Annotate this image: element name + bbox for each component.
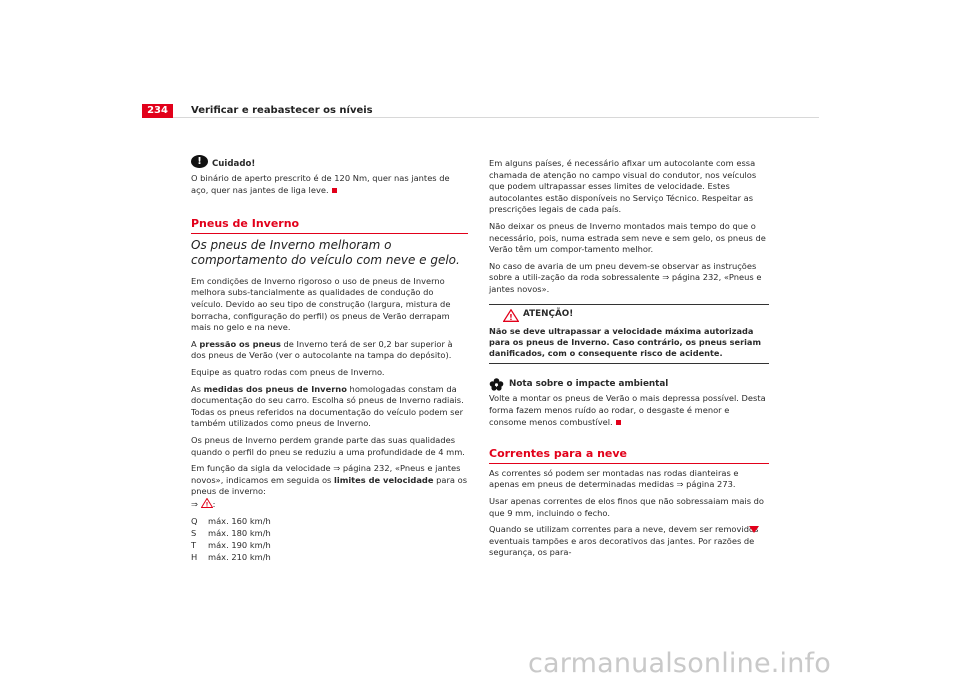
svg-text:!: !: [205, 501, 208, 508]
list-item: H máx. 210 km/h: [191, 552, 271, 563]
paragraph: No caso de avaria de um pneu devem-se observar as instruções sobre a utili-zação da roda sobressalente ⇒ página 232, «Pneus e jantes novos».: [489, 260, 762, 294]
paragraph: Quando se utilizam correntes para a neve, devem ser removidos eventuais tampões e aros decorativos das jantes. Por razões de segurança, os para-: [489, 524, 759, 558]
section-title-winter-tyres: Pneus de Inverno: [191, 218, 468, 234]
right-column: [489, 158, 769, 564]
paragraph: As medidas dos pneus de Inverno homologadas constam da documentação do seu carro. Escolha só pneus de Inverno radiais. Todas os pneus referidos na documentação do veículo podem ser também utilizados como pneus de Inverno.: [191, 383, 464, 429]
end-of-section-icon: [332, 188, 337, 193]
flower-icon: [489, 378, 504, 391]
section-subtitle: Os pneus de Inverno melhoram o comportamento do veículo com neve e gelo.: [191, 237, 460, 267]
paragraph: Em condições de Inverno rigoroso o uso de pneus de Inverno melhora subs-tancialmente as qualidades de condução do veículo. Devido ao seu tipo de construção (largura, mistura de borracha, configuração do perfil) os pneus de Verão derrapam mais no gelo e na neve.: [191, 275, 451, 333]
end-of-section-icon: [616, 420, 621, 425]
section-title-snow-chains: Correntes para a neve: [489, 448, 769, 464]
list-item: T máx. 190 km/h: [191, 540, 271, 551]
warning-box: [489, 304, 769, 365]
caution-icon: !: [191, 155, 208, 168]
running-head: Verificar e reabastecer os níveis: [191, 105, 373, 116]
warning-heading: [503, 309, 769, 322]
caution-heading: [191, 155, 468, 171]
caution-title: Cuidado!: [212, 158, 256, 169]
list-item: S máx. 180 km/h: [191, 528, 271, 539]
caution-text: O binário de aperto prescrito é de 120 Nm, quer nas jantes de aço, quer nas jantes de liga leve.: [191, 173, 450, 195]
environment-heading: [489, 378, 769, 391]
paragraph: Em função da sigla da velocidade ⇒ página 232, «Pneus e jantes novos», indicamos em seguida os limites de velocidade para os pneus de inverno: ⇒ ! :: [191, 463, 468, 509]
watermark: carmanualsonline.info: [528, 648, 831, 678]
paragraph: A pressão os pneus de Inverno terá de ser 0,2 bar superior à dos pneus de Verão (ver o autocolante na tampa do depósito).: [191, 338, 453, 361]
paragraph: Equipe as quatro rodas com pneus de Inverno.: [191, 366, 385, 377]
page-number: 234: [142, 104, 173, 118]
warning-triangle-icon: [201, 498, 213, 508]
paragraph: As correntes só podem ser montadas nas rodas dianteiras e apenas em pneus de determinadas medidas ⇒ página 273.: [489, 467, 739, 490]
warning-text: Não se deve ultrapassar a velocidade máxima autorizada para os pneus de Inverno. Caso contrário, os pneus seriam danificados, com o consequente risco de acidente.: [489, 325, 761, 359]
left-column: [191, 155, 468, 563]
header-rule: [142, 117, 819, 118]
speed-limit-list: [191, 515, 468, 563]
list-item: Q máx. 160 km/h: [191, 516, 271, 527]
continue-arrow-icon: [749, 526, 759, 533]
paragraph: Não deixar os pneus de Inverno montados mais tempo do que o necessário, pois, numa estrada sem neve e sem gelo, os pneus de Verão têm um compor-tamento melhor.: [489, 220, 766, 255]
paragraph: Os pneus de Inverno perdem grande parte das suas qualidades quando o perfil do pneu se reduziu a uma profundidade de 4 mm.: [191, 434, 465, 457]
paragraph: Usar apenas correntes de elos finos que não sobressaiam mais do que 9 mm, incluindo o fecho.: [489, 495, 765, 518]
environment-title: Nota sobre o impacte ambiental: [509, 379, 669, 390]
warning-title: ATENÇÃO!: [523, 309, 574, 320]
environment-text: Volte a montar os pneus de Verão o mais depressa possível. Desta forma fazem menos ruído ao rodar, o desgaste é menor e consome menos combustível.: [489, 393, 766, 427]
paragraph: Em alguns países, é necessário afixar um autocolante com essa chamada de atenção no campo visual do condutor, nos veículos que podem ultrapassar esses limites de velocidade. Estes autocolantes estão disponíveis no Serviço Técnico. Respeitar as prescrições legais de cada país.: [489, 158, 757, 215]
svg-text:!: !: [509, 312, 513, 322]
warning-triangle-icon: [503, 309, 519, 322]
